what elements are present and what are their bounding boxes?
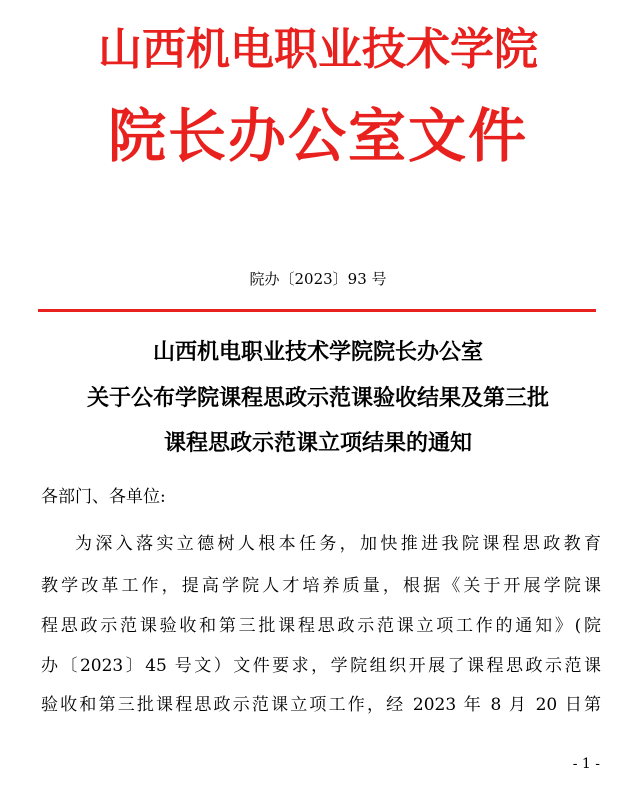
page-number: - 1 - xyxy=(572,756,600,772)
body-paragraph-line: 教学改革工作，提高学院人才培养质量，根据《关于开展学院课 xyxy=(41,576,601,596)
document-number: 院办〔2023〕93 号 xyxy=(249,270,387,288)
office-file-header: 院长办公室文件 xyxy=(107,102,528,170)
notice-title-line-3: 课程思政示范课立项结果的通知 xyxy=(163,430,472,456)
body-paragraph-line: 程思政示范课验收和第三批课程思政示范课立项工作的通知》(院 xyxy=(41,616,601,636)
notice-title-line-1: 山西机电职业技术学院院长办公室 xyxy=(152,339,483,365)
salutation: 各部门、各单位: xyxy=(41,487,166,507)
body-paragraph-line: 验收和第三批课程思政示范课立项工作，经 2023 年 8 月 20 日第 xyxy=(41,695,601,715)
institution-header: 山西机电职业技术学院 xyxy=(98,24,538,75)
notice-title-line-2: 关于公布学院课程思政示范课验收结果及第三批 xyxy=(86,385,549,411)
body-paragraph-line: 为深入落实立德树人根本任务，加快推进我院课程思政教育 xyxy=(75,534,601,554)
red-divider-rule xyxy=(38,309,596,312)
body-paragraph-line: 办〔2023〕45 号文）文件要求，学院组织开展了课程思政示范课 xyxy=(41,656,601,676)
